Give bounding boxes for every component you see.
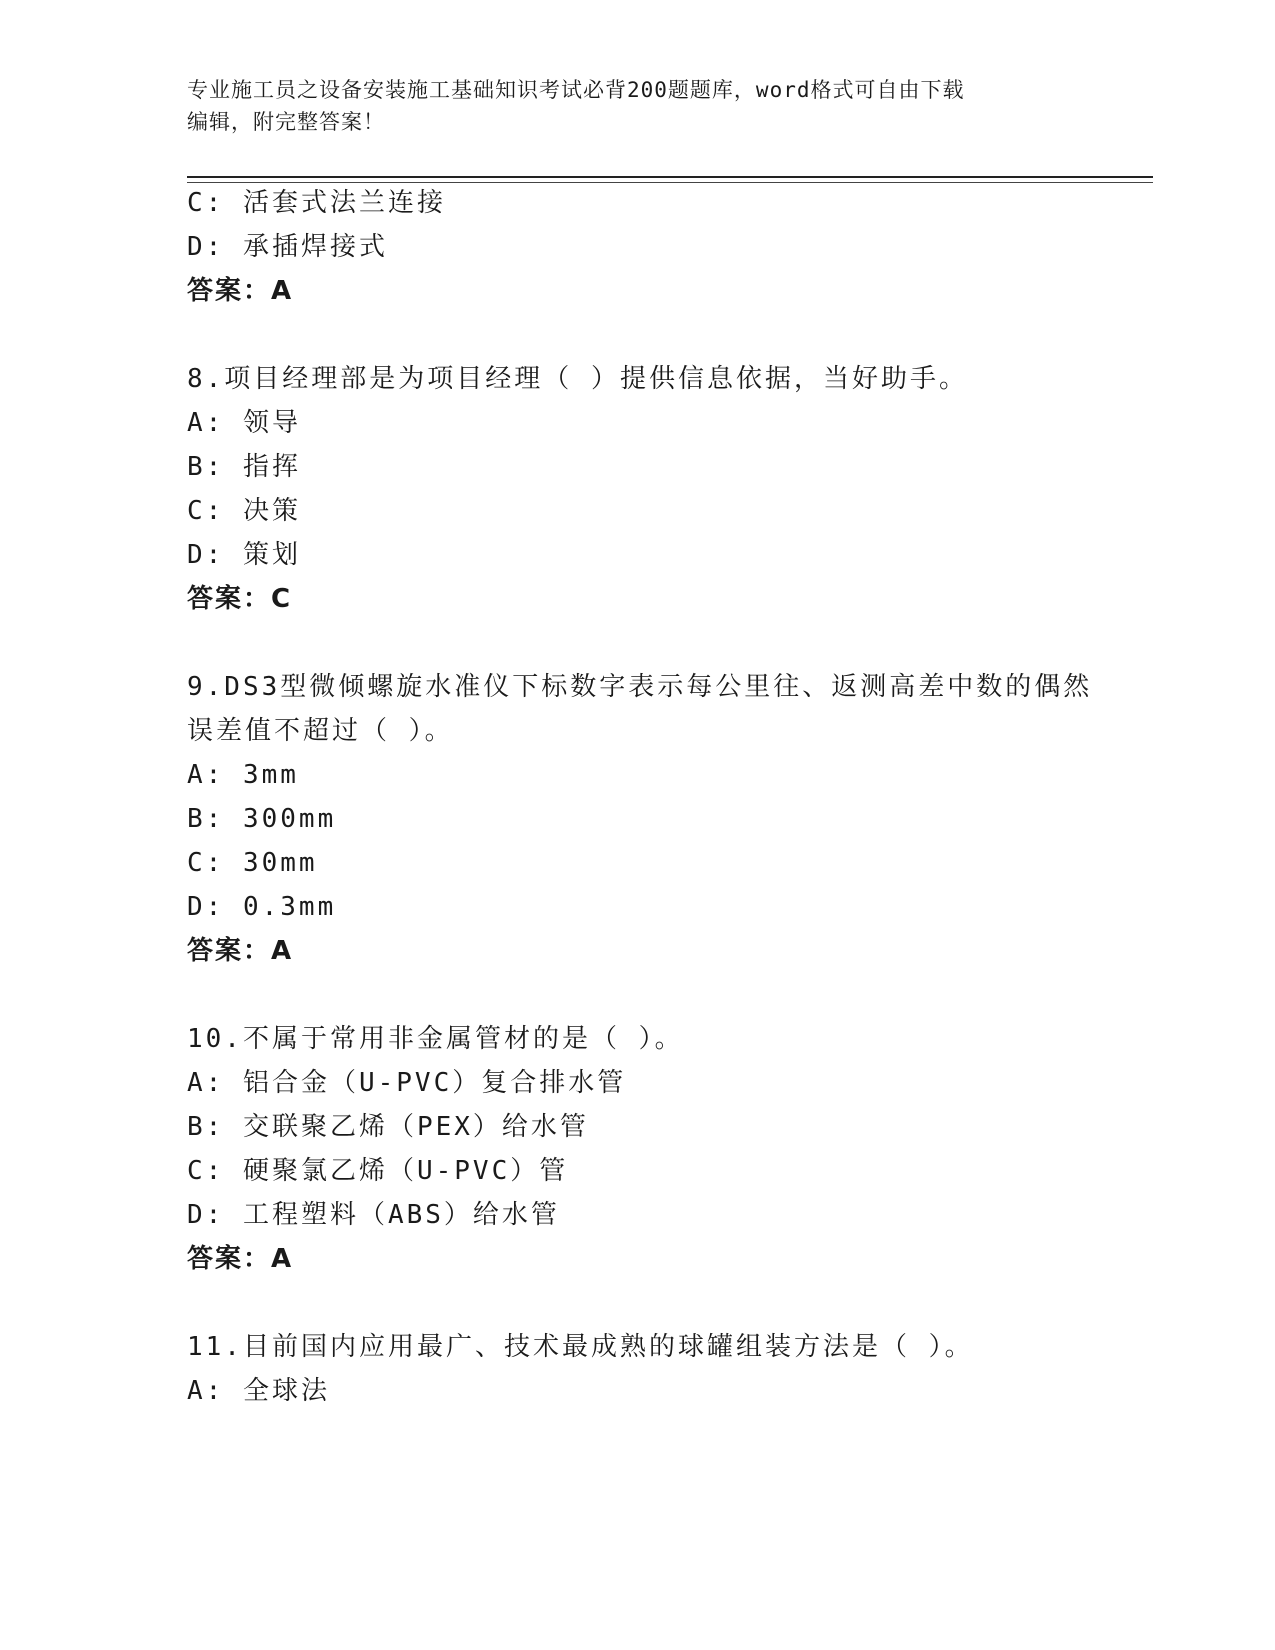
q10-option-a: A: 铝合金（U-PVC）复合排水管 xyxy=(187,1068,627,1098)
q9-stem-line1: 9.DS3型微倾螺旋水准仪下标数字表示每公里往、返测高差中数的偶然 xyxy=(187,672,1093,702)
q7-answer: 答案：A xyxy=(187,276,294,306)
q8-option-a: A: 领导 xyxy=(187,408,301,438)
q10-option-d: D: 工程塑料（ABS）给水管 xyxy=(187,1200,560,1230)
q9-answer: 答案：A xyxy=(187,936,294,966)
q8-option-b: B: 指挥 xyxy=(187,452,301,482)
q8-option-d: D: 策划 xyxy=(187,540,301,570)
header-title-line2: 编辑，附完整答案！ xyxy=(187,110,385,134)
q8-option-c: C: 决策 xyxy=(187,496,301,526)
document-header xyxy=(187,74,1087,138)
header-divider-thin xyxy=(187,182,1153,183)
q7-option-d: D: 承插焊接式 xyxy=(187,232,388,262)
header-divider-thick xyxy=(187,176,1153,178)
q8-answer: 答案：C xyxy=(187,584,293,614)
q9-option-c: C: 30mm xyxy=(187,848,318,878)
q10-option-b: B: 交联聚乙烯（PEX）给水管 xyxy=(187,1112,589,1142)
q9-option-a: A: 3mm xyxy=(187,760,299,790)
q10-option-c: C: 硬聚氯乙烯（U-PVC）管 xyxy=(187,1156,569,1186)
q8-stem: 8.项目经理部是为项目经理（ ）提供信息依据，当好助手。 xyxy=(187,364,968,394)
q9-option-d: D: 0.3mm xyxy=(187,892,337,922)
header-title-line1: 专业施工员之设备安装施工基础知识考试必背200题题库，word格式可自由下载 xyxy=(187,78,965,102)
q9-option-b: B: 300mm xyxy=(187,804,337,834)
q9-stem-line2: 误差值不超过（ ）。 xyxy=(187,716,454,746)
q11-stem: 11.目前国内应用最广、技术最成熟的球罐组装方法是（ ）。 xyxy=(187,1332,974,1362)
q10-stem: 10.不属于常用非金属管材的是（ ）。 xyxy=(187,1024,684,1054)
q7-option-c: C: 活套式法兰连接 xyxy=(187,188,446,218)
q11-option-a: A: 全球法 xyxy=(187,1376,330,1406)
q10-answer: 答案：A xyxy=(187,1244,294,1274)
